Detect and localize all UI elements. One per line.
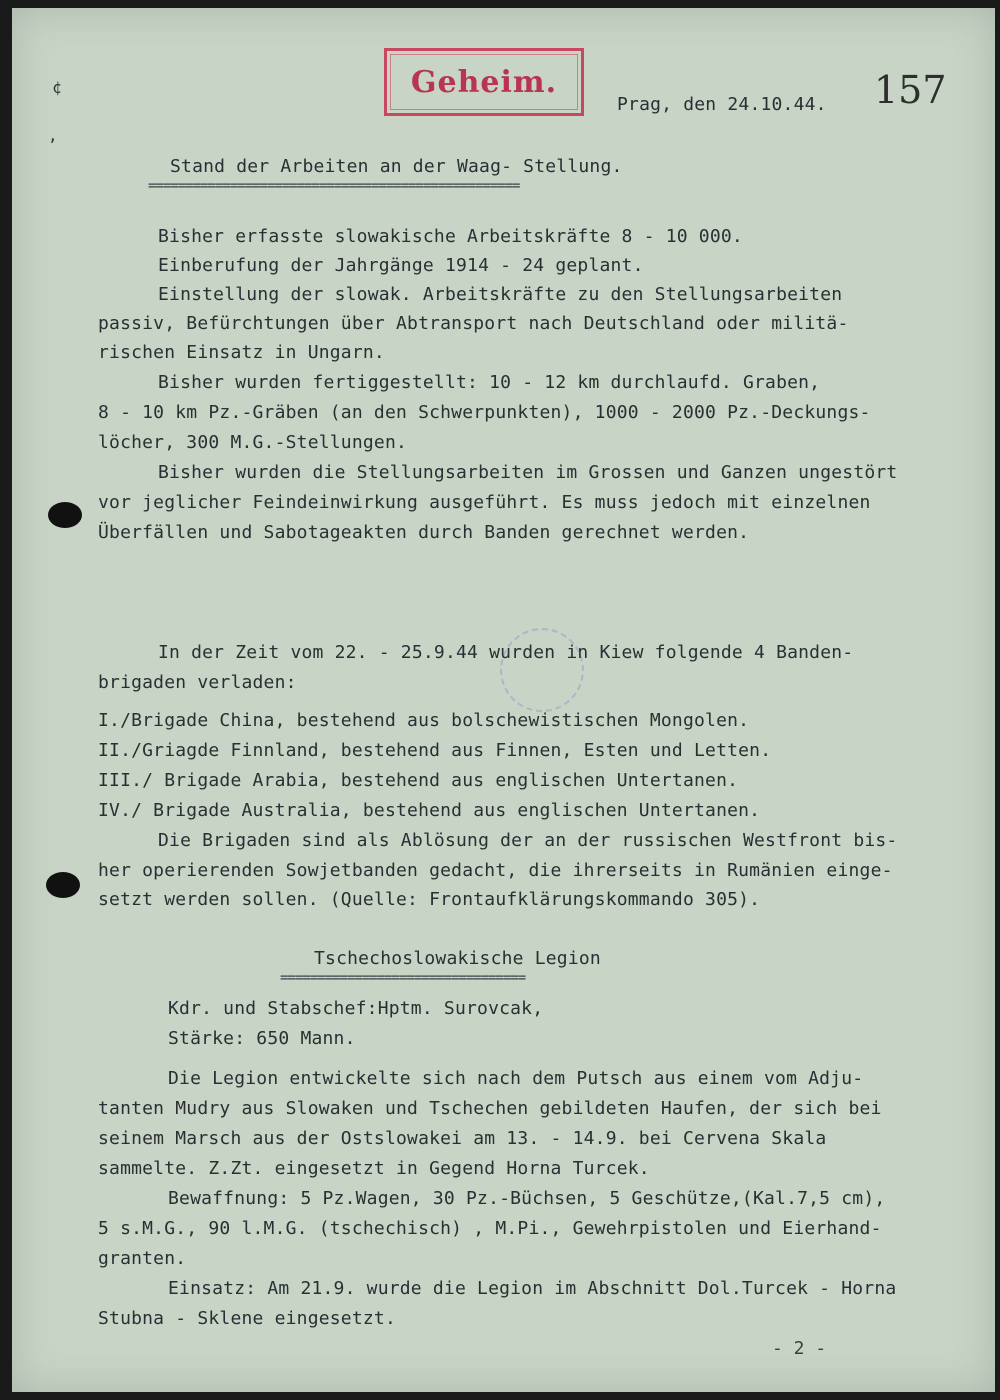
brigade-item: III./ Brigade Arabia, bestehend aus englischen Untertanen. <box>98 770 739 791</box>
text-line: sammelte. Z.Zt. eingesetzt in Gegend Horna Turcek. <box>98 1158 650 1179</box>
text-line: her operierenden Sowjetbanden gedacht, die ihrerseits in Rumänien einge- <box>98 860 893 881</box>
text-line: passiv, Befürchtungen über Abtransport nach Deutschland oder militä- <box>98 313 849 334</box>
text-line: 5 s.M.G., 90 l.M.G. (tschechisch) , M.Pi., Gewehrpistolen und Eierhand- <box>98 1218 882 1239</box>
section-title-waag: Stand der Arbeiten an der Waag- Stellung. <box>170 156 623 177</box>
text-line: Bisher erfasste slowakische Arbeitskräfte 8 - 10 000. <box>158 226 743 247</box>
brigade-item: II./Griagde Finnland, bestehend aus Finnen, Esten und Letten. <box>98 740 772 761</box>
text-line: Die Brigaden sind als Ablösung der an der russischen Westfront bis- <box>158 830 898 851</box>
text-line: Die Legion entwickelte sich nach dem Putsch aus einem vom Adju- <box>168 1068 864 1089</box>
text-line: 8 - 10 km Pz.-Gräben (an den Schwerpunkten), 1000 - 2000 Pz.-Deckungs- <box>98 402 871 423</box>
text-line: Bisher wurden fertiggestellt: 10 - 12 km durchlaufd. Graben, <box>158 372 821 393</box>
text-line: rischen Einsatz in Ungarn. <box>98 342 385 363</box>
punch-hole <box>48 502 82 528</box>
title-underline: ================================= <box>280 970 526 986</box>
text-line: brigaden verladen: <box>98 672 297 693</box>
text-line: granten. <box>98 1248 187 1269</box>
text-line: Einsatz: Am 21.9. wurde die Legion im Abschnitt Dol.Turcek - Horna <box>168 1278 897 1299</box>
text-line: Bewaffnung: 5 Pz.Wagen, 30 Pz.-Büchsen, 5 Geschütze,(Kal.7,5 cm), <box>168 1188 886 1209</box>
title-underline: ================================================== <box>148 178 520 194</box>
margin-mark: ‚ <box>48 126 58 145</box>
text-line: Überfällen und Sabotageakten durch Banden gerechnet werden. <box>98 522 750 543</box>
page-number: 157 <box>874 68 947 112</box>
text-line: Stubna - Sklene eingesetzt. <box>98 1308 396 1329</box>
document-page <box>12 8 995 1392</box>
text-line: löcher, 300 M.G.-Stellungen. <box>98 432 408 453</box>
section-title-legion: Tschechoslowakische Legion <box>314 948 601 969</box>
brigade-item: IV./ Brigade Australia, bestehend aus englischen Untertanen. <box>98 800 761 821</box>
text-line: setzt werden sollen. (Quelle: Frontaufklärungskommando 305). <box>98 889 761 910</box>
geheim-stamp <box>384 48 584 116</box>
stamp-inner-border <box>390 54 578 110</box>
text-line: In der Zeit vom 22. - 25.9.44 wurden in Kiew folgende 4 Banden- <box>158 642 854 663</box>
text-line: Einstellung der slowak. Arbeitskräfte zu den Stellungsarbeiten <box>158 284 843 305</box>
stamp-text: Geheim. <box>410 64 558 100</box>
text-line: seinem Marsch aus der Ostslowakei am 13. - 14.9. bei Cervena Skala <box>98 1128 827 1149</box>
page-footer: - 2 - <box>772 1338 827 1359</box>
text-line: Einberufung der Jahrgänge 1914 - 24 geplant. <box>158 255 644 276</box>
text-line: vor jeglicher Feindeinwirkung ausgeführt. Es muss jedoch mit einzelnen <box>98 492 871 513</box>
margin-mark: ¢ <box>52 78 62 97</box>
text-line: Bisher wurden die Stellungsarbeiten im Grossen und Ganzen ungestört <box>158 462 898 483</box>
text-line: tanten Mudry aus Slowaken und Tschechen gebildeten Haufen, der sich bei <box>98 1098 882 1119</box>
brigade-item: I./Brigade China, bestehend aus bolschewistischen Mongolen. <box>98 710 750 731</box>
text-line: Stärke: 650 Mann. <box>168 1028 356 1049</box>
date-line: Prag, den 24.10.44. <box>617 94 827 115</box>
punch-hole <box>46 872 80 898</box>
text-line: Kdr. und Stabschef:Hptm. Surovcak, <box>168 998 544 1019</box>
